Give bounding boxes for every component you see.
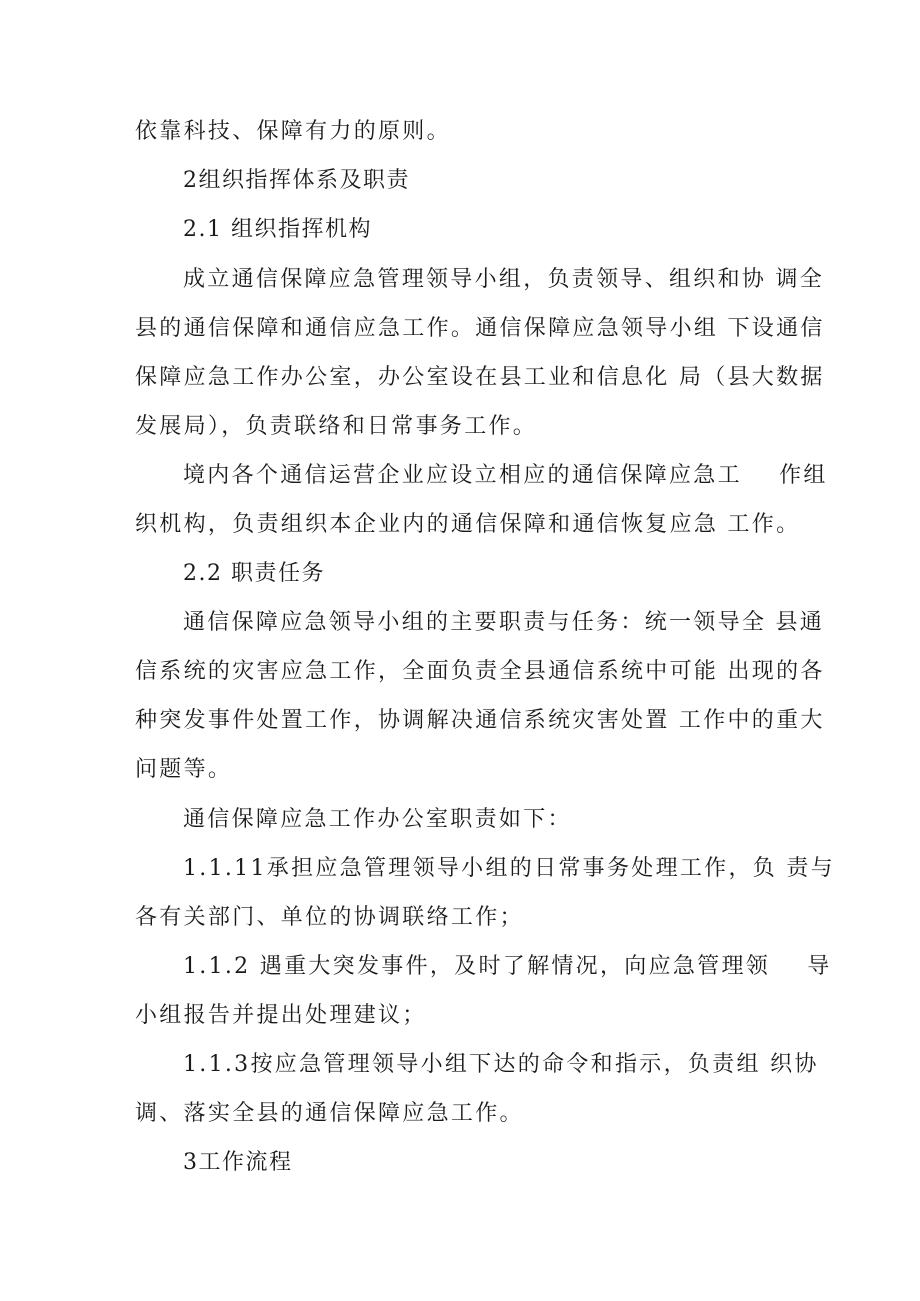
text-line-1: 依靠科技、保障有力的原则。 [135,119,451,144]
text-line-9: 织机构，负责组织本企业内的通信保障和通信恢复应急 工作。 [135,512,801,537]
text-line-15: 通信保障应急工作办公室职责如下： [183,807,572,832]
text-line-11: 通信保障应急领导小组的主要职责与任务：统一领导全 县通 [183,610,825,635]
text-line-5: 县的通信保障和通信应急工作。通信保障应急领导小组 下设通信 [135,316,825,341]
text-line-12: 信系统的灾害应急工作，全面负责全县通信系统中可能 出现的各 [135,659,825,684]
text-line-19: 小组报告并提出处理建议； [135,1003,427,1028]
text-line-4: 成立通信保障应急管理领导小组，负责领导、组织和协 调全 [183,267,825,292]
text-line-8: 境内各个通信运营企业应设立相应的通信保障应急工 作组 [183,463,828,488]
text-line-13: 种突发事件处置工作，协调解决通信系统灾害处置 工作中的重大 [135,708,825,733]
text-line-17: 各有关部门、单位的协调联络工作； [135,905,524,930]
section-heading-2: 2组织指挥体系及职责 [183,168,410,193]
text-line-6: 保障应急工作办公室，办公室设在县工业和信息化 局（县大数据 [135,365,825,390]
text-line-16: 1.1.11承担应急管理领导小组的日常事务处理工作，负 责与 [183,856,835,881]
text-line-18: 1.1.2 遇重大突发事件，及时了解情况，向应急管理领 导 [183,954,832,979]
section-heading-3: 3工作流程 [183,1150,293,1175]
text-line-7: 发展局），负责联络和日常事务工作。 [135,414,538,439]
text-line-20: 1.1.3按应急管理领导小组下达的命令和指示，负责组 织协 [183,1052,819,1077]
text-line-21: 调、落实全县的通信保障应急工作。 [135,1101,524,1126]
subsection-heading-2-1: 2.1 组织指挥机构 [183,217,372,242]
subsection-heading-2-2: 2.2 职责任务 [183,561,325,586]
text-line-14: 问题等。 [135,757,233,782]
